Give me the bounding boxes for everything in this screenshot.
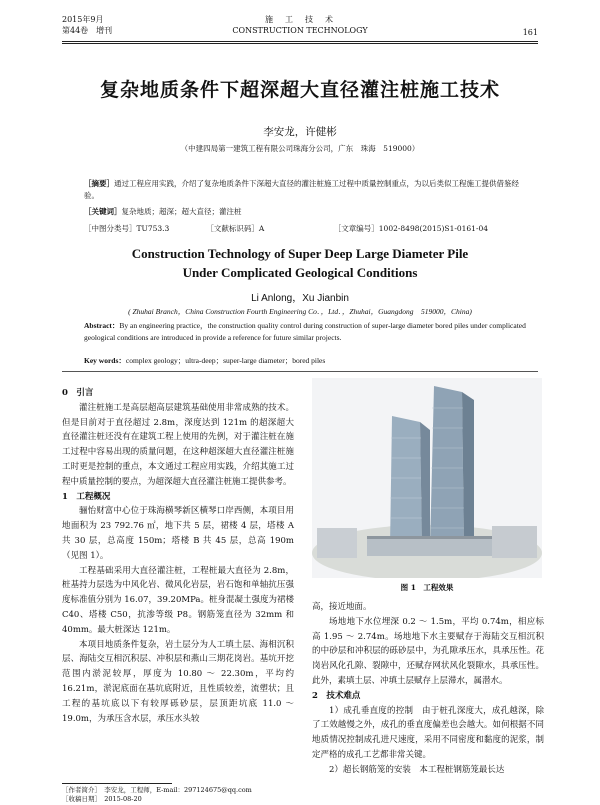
section-0-heading: 0 引言 (62, 388, 94, 398)
journal-name-cn: 施 工 技 术 (265, 15, 335, 24)
journal-name-en: CONSTRUCTION TECHNOLOGY (232, 26, 368, 35)
running-header-left (62, 14, 112, 36)
tower-rendering-image (312, 378, 542, 578)
footnote-rule (62, 783, 172, 784)
issue-date: 2015年9月 (62, 15, 104, 24)
header-rule (62, 41, 538, 42)
author-bio: ［作者简介］ 李安龙，工程师，E-mail：297124675@qq.com (62, 786, 252, 794)
received-date: ［收稿日期］ 2015-08-20 (62, 795, 142, 803)
abstract-cn (84, 178, 529, 202)
abstract-en (84, 320, 529, 344)
continued-paragraph: 高，接近地面。 (312, 602, 372, 612)
section-1-paragraph-2: 工程基础采用大直径灌注桩，工程桩最大直径为 2.8m，桩基持力层选为中风化岩、微风化岩层，岩石饱和单轴抗压强度标准值分别为 16.07，39.20MPa。桩身混凝土强度为裙楼 C40、塔楼 C50，抗渗等级 P8。钢筋笼直径为 32mm 和 40mm。最大桩深达 121m。 (62, 565, 294, 635)
section-1-paragraph-1: 骊怡财富中心位于珠海横琴新区横琴口岸西侧，本项目用地面积为 23 792.76 ㎡，地下共 5 层，裙楼 4 层，塔楼 A 共 30 层，总高度 150m；塔楼 B 共 45 层，总高 190m（见图 1）。 (62, 506, 294, 561)
keywords-en-label: Key words： (84, 356, 126, 365)
authors-cn: 李安龙，许健彬 (263, 126, 337, 138)
footnote (62, 786, 252, 804)
groundwater-paragraph: 场地地下水位埋深 0.2 ～ 1.5m，平均 0.74m，相应标高 1.95 ～ 2.74m。场地地下水主要赋存于海陆交互相沉积的中砂层和冲积层的砾砂层中，为孔隙承压水，具承压性。花岗岩风化孔隙、裂隙中，还赋存网状风化裂隙水，具承压性。此外，素填土层、冲填土层赋存上层滞水，属潜水。 (312, 616, 544, 686)
figure-1-rendering (312, 378, 542, 578)
volume-info: 第44卷 增刊 (62, 26, 113, 35)
article-title-cn: 复杂地质条件下超深超大直径灌注桩施工技术 (99, 79, 500, 101)
affiliation-en: ( Zhuhai Branch，China Construction Fourth Engineering Co．，Ltd．，Zhuhai，Guangdong 519000，China) (128, 307, 472, 316)
page-number: 161 (522, 28, 538, 37)
document-code: ［文献标识码］A (206, 224, 265, 233)
right-column (312, 600, 544, 778)
abstract-cn-label: ［摘要］ (84, 179, 114, 188)
classification-line (84, 223, 529, 234)
keywords-cn (84, 206, 529, 218)
affiliation-cn: （中建四局第一建筑工程有限公司珠海分公司，广东 珠海 519000） (180, 144, 420, 153)
keywords-en-text: complex geology；ultra-deep；super-large diameter；bored piles (125, 356, 326, 365)
section-2-heading: 2 技术难点 (312, 690, 361, 701)
abstract-en-text: By an engineering practice，the construction quality control during construction of super-large diameter bored piles under complicated geological conditions are introduced in provide a reference for future similar projects. (84, 321, 526, 342)
article-title-en (40, 244, 560, 282)
title-en-line-1: Construction Technology of Super Deep Large Diameter Pile (131, 246, 469, 261)
figure-1-caption: 图 1 工程效果 (400, 583, 454, 592)
title-en-line-2: Under Complicated Geological Conditions (182, 265, 418, 280)
section-1-paragraph-3: 本项目地质条件复杂，岩土层分为人工填土层、海相沉积层、海陆交互相沉积层、冲积层和燕山三期花岗岩。基坑开挖范围内淤泥较厚，厚度为 10.80 ～ 22.30m，平均约 16.21m，淤泥底面在基坑底附近，且性质较差，流塑状；且工程的基坑底以下有较厚砾砂层，层顶距坑底 11.0 ～ 19.0m，为承压含水层，承压水头较 (62, 639, 294, 724)
clc-number: ［中图分类号］TU753.3 (84, 224, 170, 233)
left-column (62, 386, 294, 726)
keywords-cn-label: ［关键词］ (84, 207, 122, 216)
article-number: ［文章编号］1002-8498(2015)S1-0161-04 (333, 224, 489, 233)
header-rule-thin (62, 43, 538, 44)
section-0-paragraph: 灌注桩施工是高层超高层建筑基础使用非常成熟的技术。但是目前对于直径超过 2.8m，深度达到 121m 的超深超大直径灌注桩还没有在建筑工程上使用的先例，对于灌注桩在施工过程中容易出现的质量问题，在这种超深超大直径灌注桩施工时更是控制的重点，本文通过工程应用实践，介绍其施工过程中质量控制的要点，为超深超大直径灌注桩施工提供参考。 (62, 402, 294, 487)
abstract-cn-text: 通过工程应用实践，介绍了复杂地质条件下深超大直径的灌注桩施工过程中质量控制重点，为以后类似工程施工提供借鉴经验。 (84, 179, 519, 200)
difficulty-paragraph-2: 2）超长钢筋笼的安装 本工程桩钢筋笼最长达 (329, 764, 505, 775)
keywords-en (84, 355, 529, 366)
authors-en: Li Anlong，Xu Jianbin (251, 293, 349, 304)
section-1-heading: 1 工程概况 (62, 491, 111, 502)
keywords-cn-text: 复杂地质；超深；超大直径；灌注桩 (121, 207, 242, 216)
abstract-en-label: Abstract： (84, 321, 120, 330)
running-header-center (220, 14, 380, 36)
body-divider (62, 371, 538, 372)
difficulty-paragraph-1: 1）成孔垂直度的控制 由于桩孔深度大，成孔越深，除了工效越慢之外，成孔的垂直度偏差也会越大。如何根据不同地质情况控制成孔进尺速度，采用不同密度和黏度的泥浆，制定严格的成孔工艺都非常关键。 (312, 705, 544, 760)
